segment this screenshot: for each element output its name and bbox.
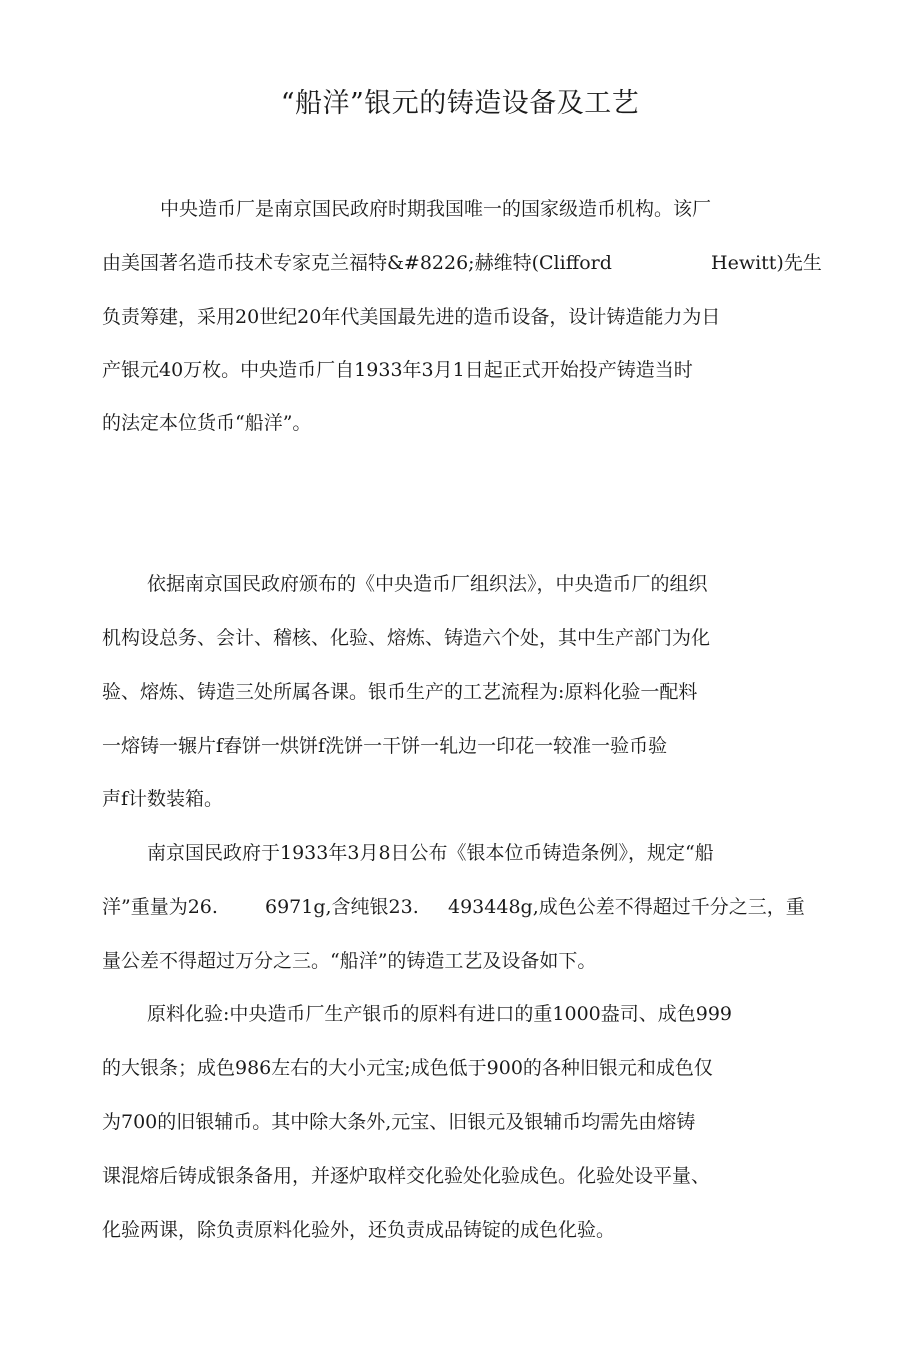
paragraph-line: 的大银条；成色986左右的大小元宝;成色低于900的各种旧银元和成色仅 bbox=[102, 1057, 713, 1079]
paragraph-line: 化验两课，除负责原料化验外，还负责成品铸锭的成色化验。 bbox=[102, 1219, 616, 1241]
paragraph-line: 中央造币厂是南京国民政府时期我国唯一的国家级造币机构。该厂 bbox=[160, 198, 712, 220]
paragraph-line: 负责筹建，采用20世纪20年代美国最先进的造币设备，设计铸造能力为日 bbox=[102, 306, 721, 328]
paragraph-line: 课混熔后铸成银条备用，并逐炉取样交化验处化验成色。化验处设平量、 bbox=[102, 1165, 711, 1187]
paragraph-line: 产银元40万枚。中央造币厂自1933年3月1日起正式开始投产铸造当时 bbox=[102, 359, 693, 381]
page-title: “船洋”银元的铸造设备及工艺 bbox=[280, 88, 640, 119]
paragraph-line: 的法定本位货币“船洋”。 bbox=[102, 412, 312, 434]
paragraph-line: 南京国民政府于1933年3月8日公布《银本位币铸造条例》，规定“船 bbox=[147, 842, 714, 864]
paragraph-line: 量公差不得超过万分之三。“船洋”的铸造工艺及设备如下。 bbox=[102, 950, 597, 972]
line-segment: 493448g,成色公差不得超过千分之三，重 bbox=[448, 896, 805, 918]
line-segment: 由美国著名造币技术专家克兰福特&#8226;赫维特(Clifford bbox=[102, 252, 612, 274]
line-segment: Hewitt)先生 bbox=[711, 252, 822, 274]
paragraph-line: 验、熔炼、铸造三处所属各课。银币生产的工艺流程为:原料化验一配料 bbox=[102, 681, 698, 703]
paragraph-line: 为700的旧银辅币。其中除大条外,元宝、旧银元及银辅币均需先由熔铸 bbox=[102, 1111, 696, 1133]
paragraph-line: 声f计数装箱。 bbox=[102, 788, 224, 810]
line-segment: 6971g,含纯银23. bbox=[265, 896, 419, 918]
line-segment: 洋”重量为26. bbox=[102, 896, 218, 918]
paragraph-line: 依据南京国民政府颁布的《中央造币厂组织法》，中央造币厂的组织 bbox=[147, 573, 708, 595]
paragraph-line: 机构设总务、会计、稽核、化验、熔炼、铸造六个处，其中生产部门为化 bbox=[102, 627, 711, 649]
paragraph-line: 一熔铸一辗片f舂饼一烘饼f洗饼一干饼一轧边一印花一较准一验币验 bbox=[102, 735, 668, 757]
paragraph-line: 原料化验:中央造币厂生产银币的原料有进口的重1000盎司、成色999 bbox=[147, 1003, 733, 1025]
paragraph-line bbox=[102, 248, 822, 278]
paragraph-line bbox=[102, 892, 822, 922]
